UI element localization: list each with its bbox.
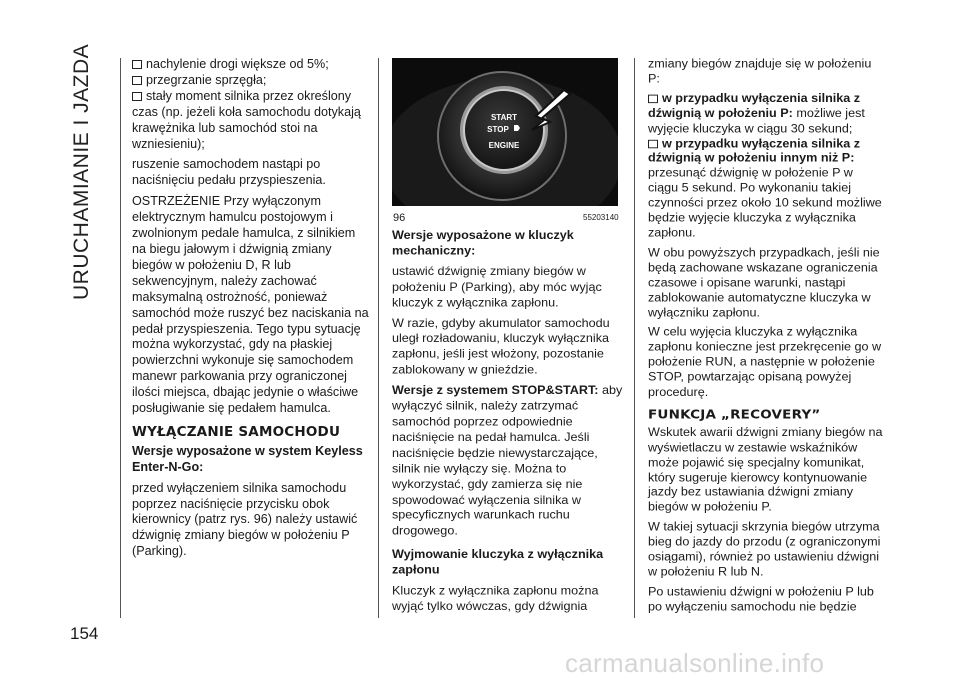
list-item: w przypadku wyłączenia silnika z dźwignią w położeniu P: możliwe jest wyjęcie kluczyka w ciągu 30 sekund; <box>648 91 865 135</box>
paragraph: Wersje z systemem STOP&START: aby wyłączyć silnik, należy zatrzymać samochód poprzez odpowiednie naciśnięcie na pedał hamulca. Jeśli naciśnięcie będzie niewystarczające, silnik nie wyłączy się. Można to wykorzystać, gdy zamierza się nie spowodować wyłączenia silnika w specyficznych warunkach ruchu drogowego. <box>392 383 623 538</box>
list-item: nachylenie drogi większe od 5%; <box>132 57 372 73</box>
button-label-start: START <box>490 113 518 122</box>
paragraph: W celu wyjęcia kluczyka z wyłącznika zapłonu konieczne jest przekręcenie go w położenie RUN, a następnie w położenie STOP, powtarzając opisaną powyżej procedurę. <box>648 325 882 399</box>
paragraph: ustawić dźwignię zmiany biegów w położeniu P (Parking), aby móc wyjąc kluczyk z wyłącznika zapłonu. <box>392 264 602 310</box>
list-item: stały moment silnika przez określony czas (np. jeżeli koła samochodu dotykają krawężnika lub samochód stoi na wzniesieniu); <box>132 88 361 151</box>
page-number: 154 <box>70 624 99 643</box>
section-heading: FUNKCJA „RECOVERY” <box>648 406 821 423</box>
paragraph: W razie, gdyby akumulator samochodu uległ rozładowaniu, kluczyk wyłącznika zapłonu, jeśli jest włożony, pozostanie zablokowany w gnieździe. <box>392 315 610 377</box>
watermark: carmanualsonline.info <box>565 648 825 678</box>
column-2 <box>392 228 628 620</box>
paragraph: Po ustawieniu dźwigni w położeniu P lub po wyłączeniu samochodu nie będzie <box>648 584 874 613</box>
section-heading: WYŁĄCZANIE SAMOCHODU <box>132 423 341 440</box>
paragraph: W takiej sytuacji skrzynia biegów utrzyma bieg do jazdy do przodu (z ograniczonymi osiągami), również po ustawieniu dźwigni w położeniu R lub N. <box>648 520 881 579</box>
checkbox-bullet-icon <box>132 76 142 85</box>
subheading: Wersje wyposażone w system Keyless Enter-N-Go: <box>132 443 363 474</box>
subheading: Wersje wyposażone w kluczyk mechaniczny: <box>392 228 574 258</box>
paragraph: ruszenie samochodem nastąpi po naciśnięciu pedału przyspieszenia. <box>132 157 326 188</box>
figure-code: 55203140 <box>583 213 619 222</box>
checkbox-bullet-icon <box>648 139 658 147</box>
checkbox-bullet-icon <box>132 60 142 69</box>
sidebar-chapter-title: URUCHAMIANIE I JAZDA <box>70 43 93 300</box>
button-label-engine: ENGINE <box>488 141 520 150</box>
paragraph: zmiany biegów znajduje się w położeniu P: <box>648 57 872 86</box>
column-divider-left <box>120 58 121 618</box>
column-3 <box>648 57 884 619</box>
paragraph: Kluczyk z wyłącznika zapłonu można wyjąć tylko wówczas, gdy dźwignia <box>392 583 599 613</box>
list-item: w przypadku wyłączenia silnika z dźwignią w położeniu innym niż P: przesunąć dźwignię w położenie P w ciągu 5 sekund. Po wykonaniu takiej czynności przez około 10 sekund możliwe będzie wyjęcie kluczyka z wyłącznika zapłonu. <box>648 136 882 240</box>
column-1 <box>132 57 372 565</box>
checkbox-bullet-icon <box>648 94 658 102</box>
paragraph: przed wyłączeniem silnika samochodu poprzez naciśnięcie przycisku obok kierownicy (patrz rys. 96) należy ustawić dźwignię zmiany biegów w położeniu P (Parking). <box>132 480 358 559</box>
column-divider-middle <box>378 58 379 618</box>
button-label-stop: STOP <box>487 125 509 134</box>
subheading: Wyjmowanie kluczyka z wyłącznika zapłonu <box>392 547 604 577</box>
figure-start-stop-button <box>392 58 618 206</box>
list-item: przegrzanie sprzęgła; <box>132 73 372 89</box>
checkbox-bullet-icon <box>132 92 142 101</box>
column-divider-right <box>634 58 635 618</box>
figure-number: 96 <box>393 212 406 224</box>
paragraph: W obu powyższych przypadkach, jeśli nie będą zachowane wskazane ograniczenia czasowe i opisane warunki, nastąpi zablokowanie automatyczne kluczyka w wyłączniku zapłonu. <box>648 246 880 320</box>
warning-paragraph: OSTRZEŻENIE Przy wyłączonym elektrycznym hamulcu postojowym i zwolnionym pedale hamulca, z silnikiem na biegu jałowym i dźwignią zmiany biegów w położeniu D, R lub sekwencyjnym, należy zachować maksymalną ostrożność, ponieważ samochód może ruszyć bez naciskania na pedał przyspieszenia. Tego typu sytuację można wykorzystać, gdy na płaskiej powierzchni wykonuje się samochodem manewr parkowania przy ograniczonej ilości miejsca, dbając jedynie o właściwe posługiwanie się pedałem hamulca. <box>132 194 369 416</box>
paragraph: Wskutek awarii dźwigni zmiany biegów na wyświetlaczu w zestawie wskaźników może pojawić się specjalny komunikat, który sugeruje kierowcy kontynuowanie jazdy bez ustawiania dźwigni zmiany biegów w położeniu P. <box>648 425 883 514</box>
start-stop-button-illustration <box>392 58 618 206</box>
